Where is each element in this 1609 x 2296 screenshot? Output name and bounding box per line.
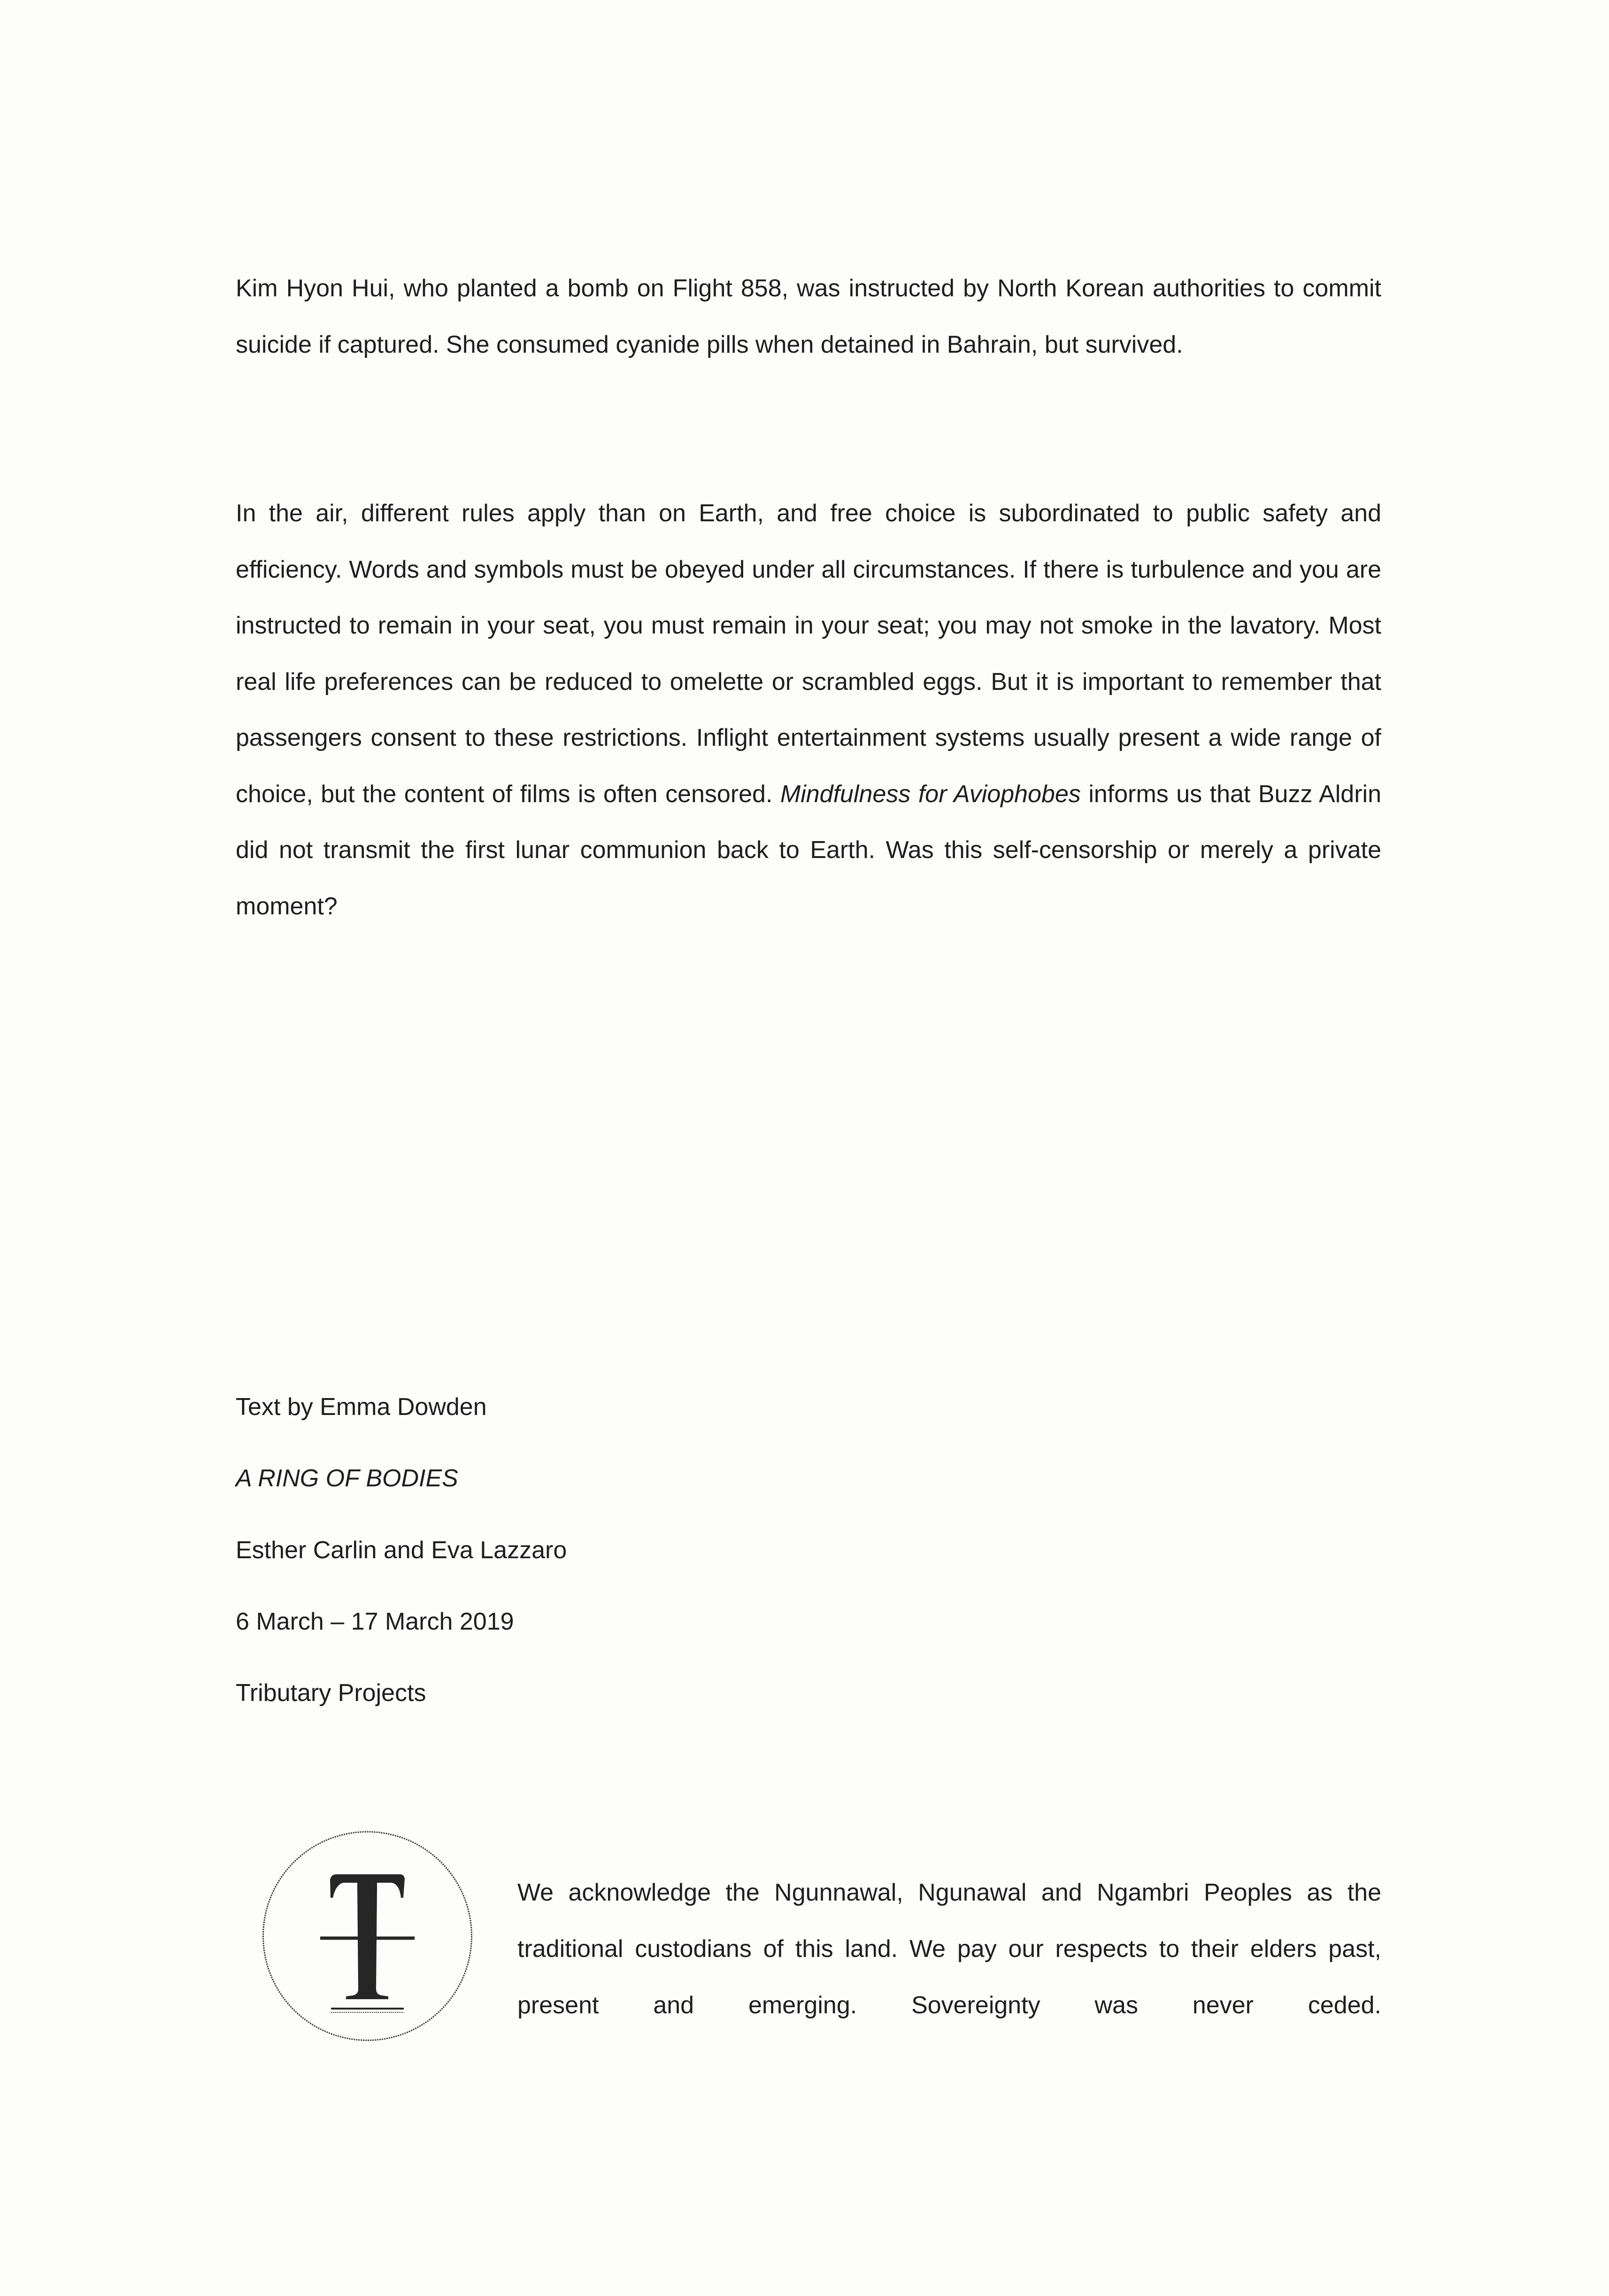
book-title: Mindfulness for Aviophobes (780, 780, 1081, 808)
exhibition-dates: 6 March – 17 March 2019 (236, 1608, 514, 1635)
exhibition-title: A RING OF BODIES (236, 1465, 458, 1492)
paragraph-flight-858 (236, 261, 1381, 373)
credit-author: Text by Emma Dowden (236, 1393, 487, 1421)
paragraph-flight-858-text: Kim Hyon Hui, who planted a bomb on Flight 858, was instructed by North Korean authorities to commit suicide if captured. She consumed cyanide pills when detained in Bahrain, but survived. (236, 275, 1381, 358)
paragraph-in-the-air (236, 486, 1381, 935)
venue-name: Tributary Projects (236, 1679, 426, 1707)
acknowledgement-of-country (517, 1864, 1381, 2033)
acknowledgement-text: We acknowledge the Ngunnawal, Ngunawal and Ngambri Peoples as the traditional custodians of this land. We pay our respects to their elders past, present and emerging. Sovereignty was never ceded. (517, 1879, 1381, 2019)
tributary-projects-logo-icon (261, 1829, 474, 2043)
paragraph-in-the-air-text-end: informs us that Buzz Aldrin did not transmit the first lunar communion back to Earth. Was this self-censorship or merely a private moment? (236, 780, 1381, 920)
paragraph-in-the-air-text-start: In the air, different rules apply than on Earth, and free choice is subordinated to public safety and efficiency. Words and symbols must be obeyed under all circumstances. If there is turbulence and you are instructed to remain in your seat, you must remain in your seat; you may not smoke in the lavatory. Most real life preferences can be reduced to omelette or scrambled eggs. But it is important to remember that passengers consent to these restrictions. Inflight entertainment systems usually present a wide range of choice, but the content of films is often censored. (236, 500, 1381, 808)
credit-artists: Esther Carlin and Eva Lazzaro (236, 1537, 567, 1564)
